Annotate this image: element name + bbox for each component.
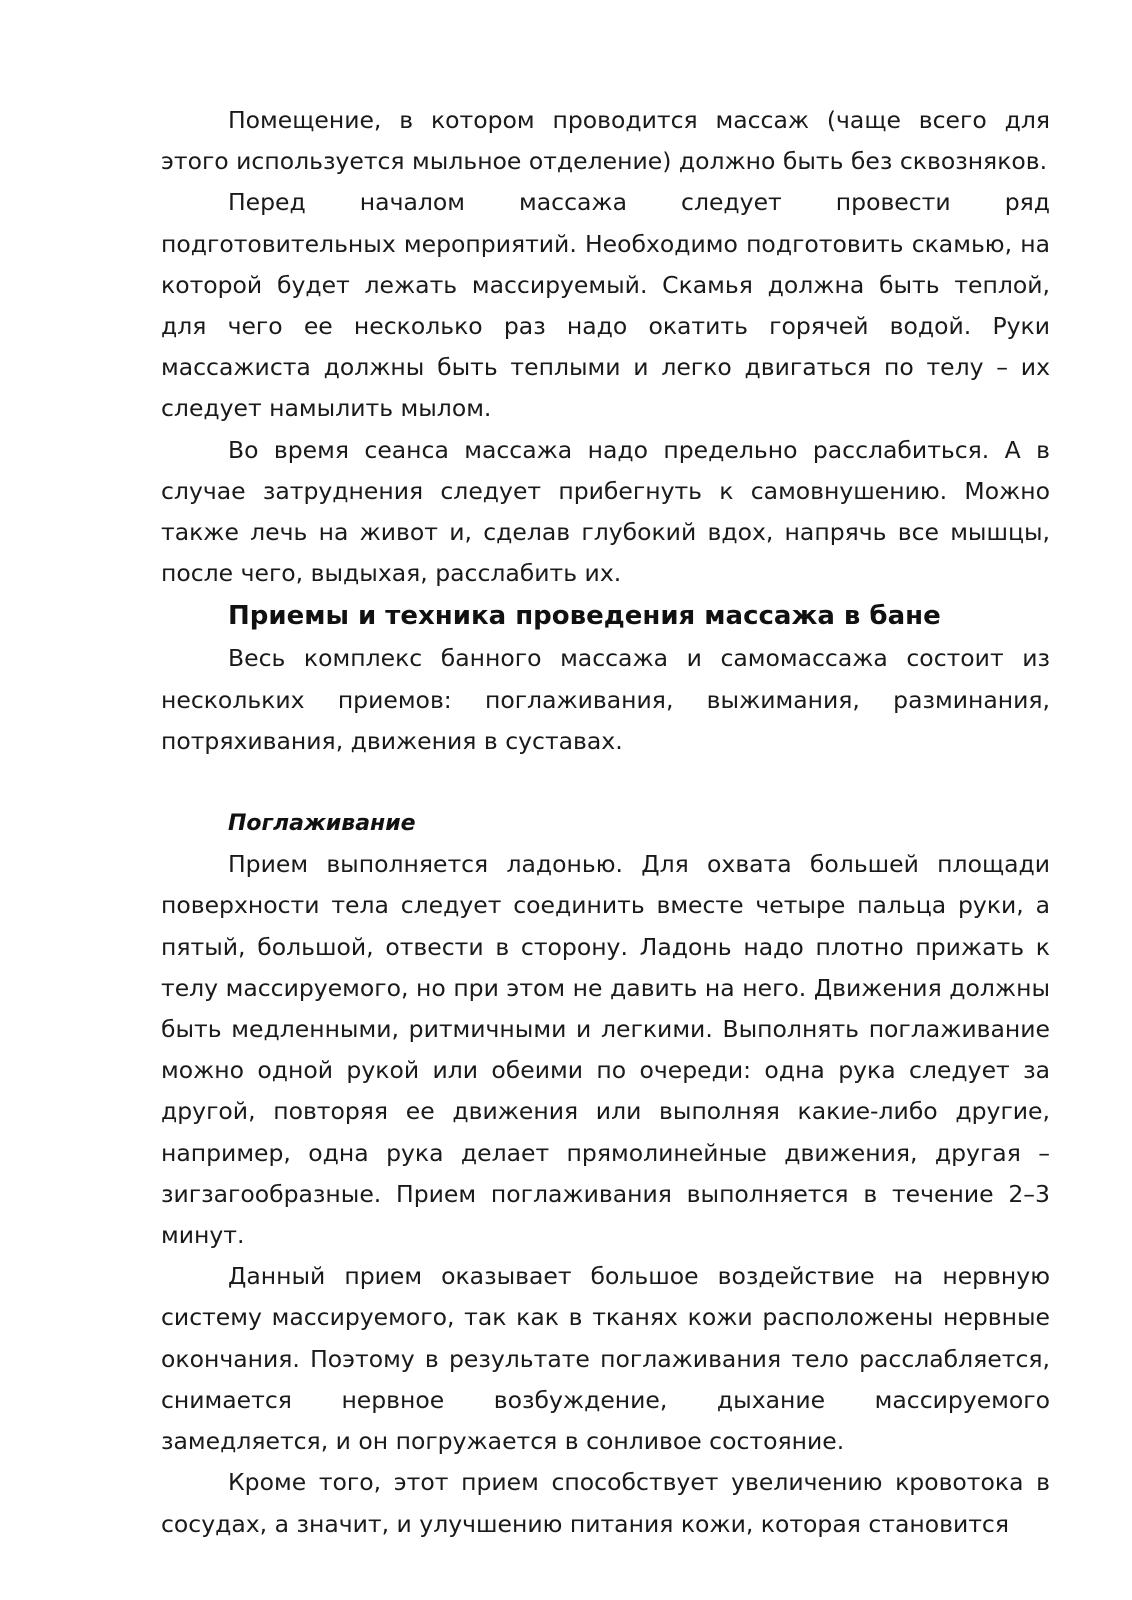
paragraph-effect: Данный прием оказывает большое воздействие на нервную систему массируемого, так как в тканях кожи расположены нервные окончания. Поэтому в результате поглаживания тело расслабляется, снимается нервное возбуждение, дыхание массируемого замедляется, и он погружается в сонливое состояние.: [161, 1262, 1050, 1456]
section-heading: Приемы и техника проведения массажа в бане: [228, 601, 941, 632]
paragraph-section-intro: Весь комплекс банного массажа и самомассажа состоит из нескольких приемов: поглаживания, выжимания, разминания, потряхивания, движения в суставах.: [161, 644, 1050, 755]
paragraph-relaxation: Во время сеанса массажа надо предельно расслабиться. А в случае затруднения следует прибегнуть к самовнушению. Можно также лечь на живот и, сделав глубокий вдох, напрячь все мышцы, после чего, выдыхая, расслабить их.: [161, 435, 1050, 588]
paragraph-circulation: Кроме того, этот прием способствует увеличению кровотока в сосудах, а значит, и улучшению питания кожи, которая становится: [161, 1468, 1050, 1538]
blank-line: [161, 762, 1050, 803]
document-page: [161, 100, 1050, 1545]
subsection-heading: Поглаживание: [228, 811, 416, 837]
paragraph-preparation: Перед началом массажа следует провести ряд подготовительных мероприятий. Необходимо подготовить скамью, на которой будет лежать массируемый. Скамья должна быть теплой, для чего ее несколько раз надо окатить горячей водой. Руки массажиста должны быть теплыми и легко двигаться по телу – их следует намылить мылом.: [161, 188, 1050, 423]
paragraph-technique: Прием выполняется ладонью. Для охвата большей площади поверхности тела следует соединить вместе четыре пальца руки, а пятый, большой, отвести в сторону. Ладонь надо плотно прижать к телу массируемого, но при этом не давить на него. Движения должны быть медленными, ритмичными и легкими. Выполнять поглаживание можно одной рукой или обеими по очереди: одна рука следует за другой, повторяя ее движения или выполняя какие-либо другие, например, одна рука делает прямолинейные движения, другая – зигзагообразные. Прием поглаживания выполняется в течение 2–3 минут.: [161, 850, 1050, 1250]
paragraph-room: Помещение, в котором проводится массаж (чаще всего для этого используется мыльное отделение) должно быть без сквозняков.: [161, 106, 1050, 176]
